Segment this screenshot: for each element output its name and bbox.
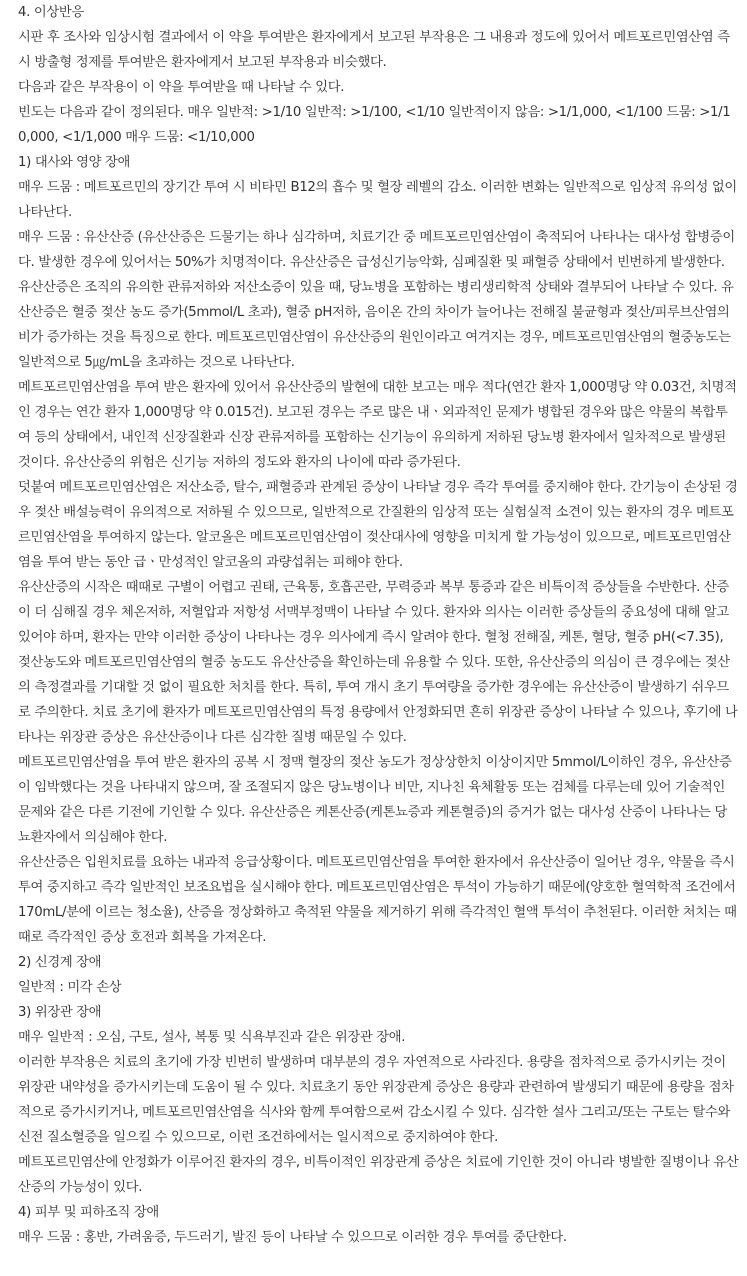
- subsection-heading: 3) 위장관 장애: [18, 1005, 102, 1020]
- subsection-heading: 1) 대사와 영양 장애: [18, 155, 131, 170]
- paragraph: 유산산증의 시작은 때때로 구별이 어렵고 권태, 근육통, 호흡곤란, 무력증과 복부 통증과 같은 비특이적 증상들을 수반한다. 산증이 더 심해질 경우 체온저하, 저혈압과 저항성 서맥부정맥이 나타날 수 있다. 환자와 의사는 이러한 증상들의 중요성에 대해 알고 있어야 하며, 환자는 만약 이러한 증상이 나타나는 경우 의사에게 즉시 알려야 한다. 혈청 전해질, 케톤, 혈당, 혈중 pH(<7.35), 젖산농도와 메트포르민염산염의 혈중 농도도 유산산증을 확인하는데 유용할 수 있다. 또한, 유산산증의 의심이 큰 경우에는 젖산의 측정결과를 기대할 것 없이 필요한 처치를 한다. 특히, 투여 개시 초기 투여량을 증가한 경우에는 유산산증이 발생하기 쉬우므로 주의한다. 치료 초기에 환자가 메트포르민염산염의 특정 용량에서 안정화되면 흔히 위장관 증상이 나타날 수 있으나, 후기에 나타나는 위장관 증상은 유산산증이나 다른 심각한 질병 때문일 수 있다.: [18, 580, 738, 745]
- paragraph: 메트포르민염산염을 투여 받은 환자의 공복 시 정맥 혈장의 젖산 농도가 정상상한치 이상이지만 5mmol/L이하인 경우, 유산산증이 임박했다는 것을 나타내지 않으며, 잘 조절되지 않은 당뇨병이나 비만, 지나친 육체활동 또는 검체를 다루는데 있어 기술적인 문제와 같은 다른 기전에 기인할 수 있다. 유산산증은 케톤산증(케톤뇨증과 케톤혈증)의 증거가 없는 대사성 산증이 나타나는 당뇨환자에서 의심해야 한다.: [18, 755, 732, 845]
- paragraph: 덧붙여 메트포르민염산염은 저산소증, 탈수, 패혈증과 관계된 증상이 나타날 경우 즉각 투여를 중지해야 한다. 간기능이 손상된 경우 젖산 배설능력이 유의적으로 저하될 수 있으므로, 일반적으로 간질환의 임상적 또는 실험실적 소견이 있는 환자의 경우 메트포르민염산염을 투여하지 않는다. 알코올은 메트포르민염산염이 젖산대사에 영향을 미치게 할 가능성이 있으므로, 메트포르민염산염을 투여 받는 동안 급ㆍ만성적인 알코올의 과량섭취는 피해야 한다.: [18, 480, 738, 570]
- paragraph: 유산산증은 입원치료를 요하는 내과적 응급상황이다. 메트포르민염산염을 투여한 환자에서 유산산증이 일어난 경우, 약물을 즉시 투여 중지하고 즉각 일반적인 보조요법을 실시해야 한다. 메트포르민염산염은 투석이 가능하기 때문에(양호한 혈역학적 조건에서 170mL/분에 이르는 청소율), 산증을 정상화하고 축적된 약물을 제거하기 위해 즉각적인 혈액 투석이 추천된다. 이러한 처치는 때때로 즉각적인 증상 호전과 회복을 가져온다.: [18, 855, 737, 945]
- section-heading: 4. 이상반응: [18, 5, 84, 20]
- paragraph: 매우 드뭄 : 홍반, 가려움증, 두드러기, 발진 등이 나타날 수 있으므로 이러한 경우 투여를 중단한다.: [18, 1230, 567, 1245]
- paragraph: 다음과 같은 부작용이 이 약을 투여받을 때 나타날 수 있다.: [18, 80, 345, 95]
- paragraph: 메트포르민염산에 안정화가 이루어진 환자의 경우, 비특이적인 위장관계 증상은 치료에 기인한 것이 아니라 병발한 질병이나 유산산증의 가능성이 있다.: [18, 1155, 739, 1195]
- paragraph: 매우 드뭄 : 유산산증 (유산산증은 드물기는 하나 심각하며, 치료기간 중 메트포르민염산염이 축적되어 나타나는 대사성 합병증이다. 발생한 경우에 있어서는 50%가 치명적이다. 유산산증은 급성신기능악화, 심폐질환 및 패혈증 상태에서 빈번하게 발생한다. 유산산증은 조직의 유의한 관류저하와 저산소증이 있을 때, 당뇨병을 포함하는 병리생리학적 상태와 결부되어 나타날 수 있다. 유산산증은 혈중 젖산 농도 증가(5mmol/L 초과), 혈중 pH저하, 음이온 간의 차이가 늘어나는 전해질 불균형과 젖산/피루브산염의 비가 증가하는 것을 특징으로 한다. 메트포르민염산염이 유산산증의 원인이라고 여겨지는 경우, 메트포르민염산염의 혈중농도는 일반적으로 5㎍/mL을 초과하는 것으로 나타난다.: [18, 230, 735, 370]
- subsection-heading: 2) 신경계 장애: [18, 955, 102, 970]
- subsection-heading: 4) 피부 및 피하조직 장애: [18, 1205, 159, 1220]
- paragraph: 메트포르민염산염을 투여 받은 환자에 있어서 유산산증의 발현에 대한 보고는 매우 적다(연간 환자 1,000명당 약 0.03건, 치명적인 경우는 연간 환자 1,000명당 약 0.015건). 보고된 경우는 주로 많은 내ㆍ외과적인 문제가 병합된 경우와 많은 약물의 복합투여 등의 상태에서, 내인적 신장질환과 신장 관류저하를 포함하는 신기능이 유의하게 저하된 당뇨병 환자에서 일차적으로 발생된 것이다. 유산산증의 위험은 신기능 저하의 정도와 환자의 나이에 따라 증가된다.: [18, 380, 737, 470]
- paragraph: 매우 일반적 : 오심, 구토, 설사, 복통 및 식욕부진과 같은 위장관 장애.: [18, 1030, 406, 1045]
- paragraph: 시판 후 조사와 임상시험 결과에서 이 약을 투여받은 환자에게서 보고된 부작용은 그 내용과 정도에 있어서 메트포르민염산염 즉시 방출형 정제를 투여받은 환자에게서 보고된 부작용과 비슷했다.: [18, 30, 730, 70]
- frequency-definition: 빈도는 다음과 같이 정의된다. 매우 일반적: >1/10 일반적: >1/100, <1/10 일반적이지 않음: >1/1,000, <1/100 드뭄: >1/10,000, <1/1,000 매우 드뭄: <1/10,000: [18, 105, 731, 145]
- paragraph: 매우 드뭄 : 메트포르민의 장기간 투여 시 비타민 B12의 흡수 및 혈장 레벨의 감소. 이러한 변화는 일반적으로 임상적 유의성 없이 나타난다.: [18, 180, 737, 220]
- paragraph: 일반적 : 미각 손상: [18, 980, 122, 995]
- paragraph: 이러한 부작용은 치료의 초기에 가장 빈번히 발생하며 대부분의 경우 자연적으로 사라진다. 용량을 점차적으로 증가시키는 것이 위장관 내약성을 증가시키는데 도움이 될 수 있다. 치료초기 동안 위장관계 증상은 용량과 관련하여 발생되기 때문에 용량을 점차적으로 증가시키거나, 메트포르민염산염을 식사와 함께 투여함으로써 감소시킬 수 있다. 심각한 설사 그리고/또는 구토는 탈수와 신전 질소혈증을 일으킬 수 있으므로, 이런 조건하에서는 일시적으로 중지하여야 한다.: [18, 1055, 734, 1145]
